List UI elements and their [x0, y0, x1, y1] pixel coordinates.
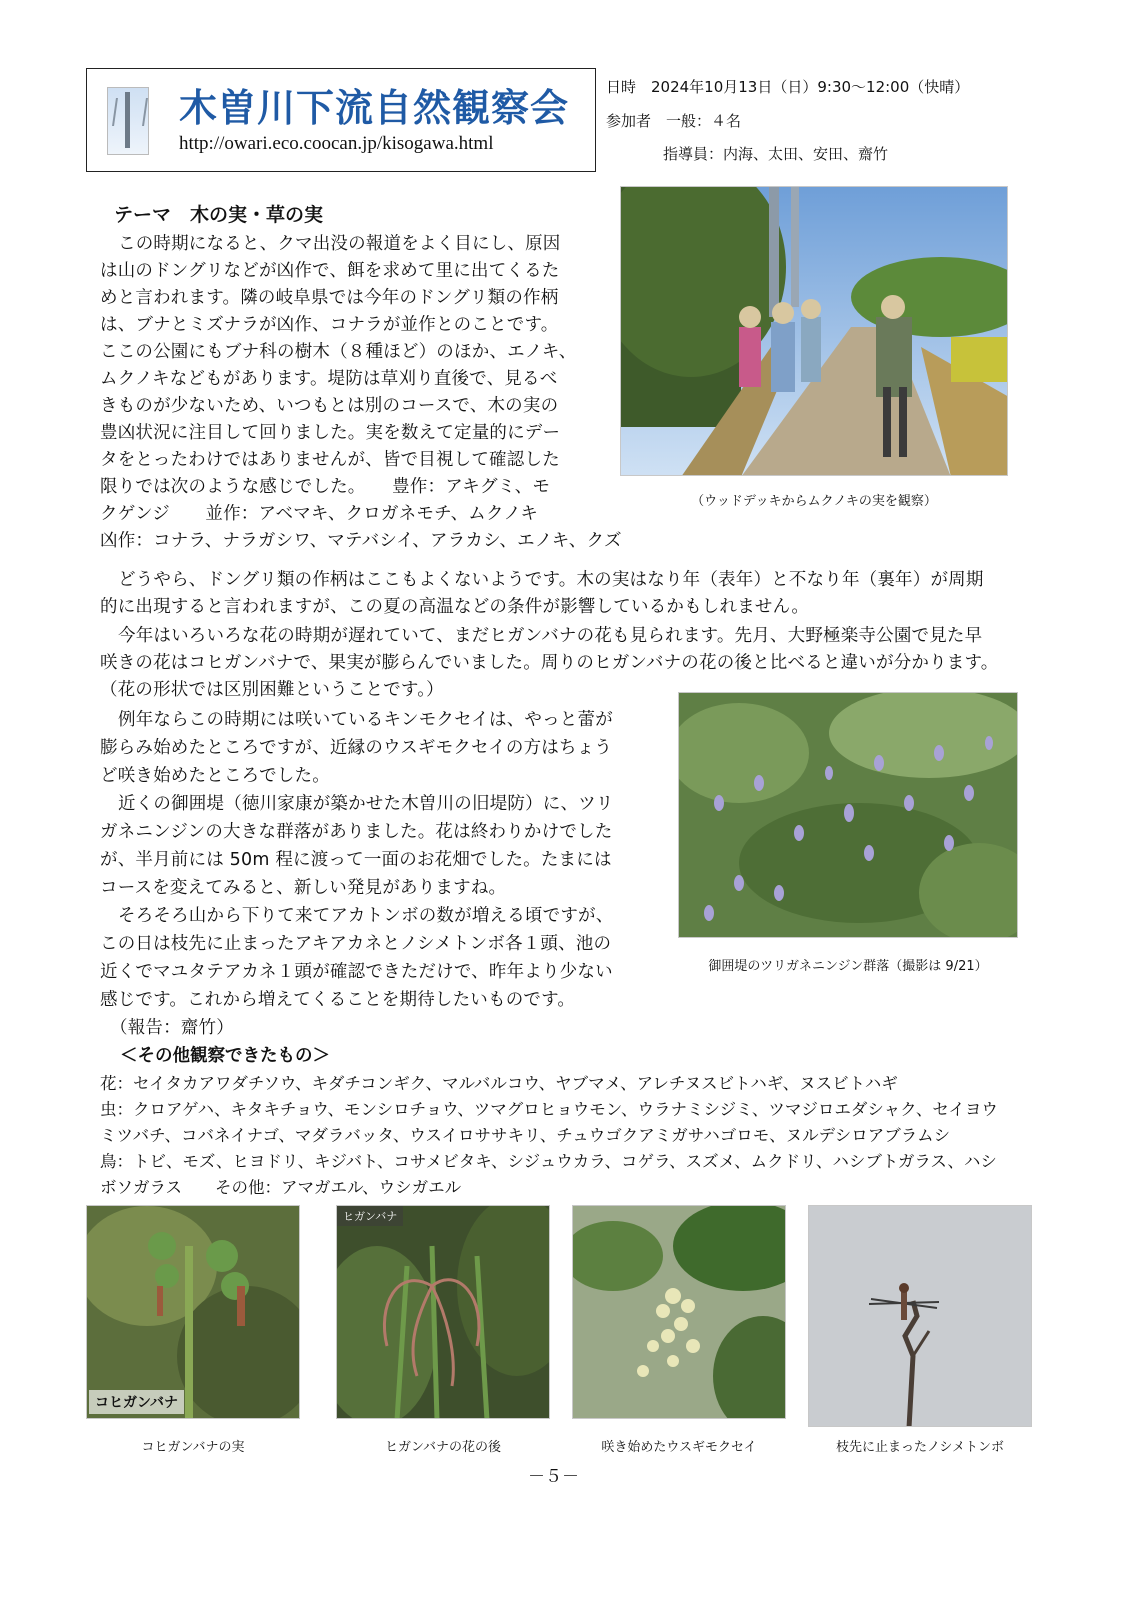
deck-photo — [620, 186, 1008, 476]
text-line: 豊凶状況に注目して回りました。実を数えて定量的にデー — [100, 423, 561, 443]
text-line: ここの公園にもブナ科の樹木（８種ほど）のほか、エノキ、 — [100, 342, 577, 362]
text-line: 限りでは次のような感じでした。 豊作：アキグミ、モ — [100, 477, 551, 497]
report-credit: （報告：齋竹） — [110, 1018, 234, 1038]
text-line: ムクノキなどもがあります。堤防は草刈り直後で、見るべ — [100, 369, 558, 389]
text-line: 凶作：コナラ、ナラガシワ、マテバシイ、アラカシ、エノキ、クズ — [100, 531, 622, 551]
text-line: クゲンジ 並作：アベマキ、クロガネモチ、ムクノキ — [100, 504, 539, 524]
text-line: タをとったわけではありませんが、皆で目視して確認した — [100, 450, 560, 470]
bridge-logo-image — [107, 87, 149, 155]
others-heading: ＜その他観察できたもの＞ — [120, 1046, 330, 1066]
text-line: 咲きの花はコヒガンバナで、果実が膨らんでいました。周りのヒガンバナの花の後と比べると違いが分かります。 — [100, 653, 999, 673]
text-line: 感じです。これから増えてくることを期待したいものです。 — [100, 990, 576, 1010]
text-line: 近くでマユタテアカネ１頭が確認できただけで、昨年より少ない — [100, 962, 613, 982]
club-url: http://owari.eco.coocan.jp/kisogawa.html — [179, 133, 494, 154]
paragraph-3 — [100, 622, 999, 703]
club-title: 木曽川下流自然観察会 — [179, 86, 570, 130]
higanbana-label: ヒガンバナ — [337, 1206, 403, 1226]
paragraph-4 — [100, 706, 613, 790]
text-line: が、半月前には 50m 程に渡って一面のお花畑でした。たまには — [100, 850, 612, 870]
text-line: ガネニンジンの大きな群落がありました。花は終わりかけでした — [100, 822, 613, 842]
guides-line: 指導員：内海、太田、安田、齋竹 — [663, 145, 889, 163]
text-line: そろそろ山から下りて来てアカトンボの数が増える頃ですが、 — [118, 906, 614, 926]
participants-line: 参加者 一般：４名 — [606, 112, 742, 130]
text-line: は山のドングリなどが凶作で、餌を求めて里に出てくるた — [100, 261, 560, 281]
list-item: 花：セイタカアワダチソウ、キダチコンギク、マルバルコウ、ヤブマメ、アレチヌスビトハギ、ヌスビトハギ — [100, 1074, 898, 1093]
text-line: 的に出現すると言われますが、この夏の高温などの条件が影響しているかもしれません。 — [100, 597, 810, 617]
usugimokusei-caption: 咲き始めたウスギモクセイ — [601, 1440, 757, 1455]
text-line: 例年ならこの時期には咲いているキンモクセイは、やっと蕾が — [118, 710, 613, 730]
list-item: ボソガラス その他：アマガエル、ウシガエル — [100, 1178, 462, 1197]
theme-heading: テーマ 木の実・草の実 — [114, 204, 324, 226]
text-line: （花の形状では区別困難ということです。） — [100, 680, 444, 700]
others-list — [100, 1070, 998, 1200]
higanbana-photo — [336, 1205, 550, 1419]
usugimokusei-photo — [572, 1205, 786, 1419]
text-line: めと言われます。隣の岐阜県では今年のドングリ類の作柄 — [100, 288, 559, 308]
page-number: －５－ — [528, 1467, 579, 1486]
paragraph-6 — [100, 902, 613, 1014]
paragraph-5 — [100, 790, 614, 902]
text-line: どうやら、ドングリ類の作柄はここもよくないようです。木の実はなり年（表年）と不なり年（裏年）が周期 — [118, 570, 984, 590]
text-line: 近くの御囲堤（徳川家康が築かせた木曽川の旧堤防）に、ツリ — [118, 794, 614, 814]
text-line: この時期になると、クマ出没の報道をよく目にし、原因 — [118, 234, 561, 254]
kohiganbana-caption: コヒガンバナの実 — [141, 1440, 245, 1455]
list-item: 鳥：トビ、モズ、ヒヨドリ、キジバト、コサメビタキ、シジュウカラ、コゲラ、スズメ、ムクドリ、ハシブトガラス、ハシ — [100, 1152, 997, 1171]
date-line: 日時 2024年10月13日（日）9:30〜12:00（快晴） — [606, 78, 970, 96]
tsuriganeninjin-caption: 御囲堤のツリガネニンジン群落（撮影は 9/21） — [708, 959, 988, 974]
tsuriganeninjin-photo — [678, 692, 1018, 938]
text-line: 今年はいろいろな花の時期が遅れていて、まだヒガンバナの花も見られます。先月、大野極楽寺公園で見た早 — [118, 626, 983, 646]
kohiganbana-label: コヒガンバナ — [89, 1390, 184, 1414]
paragraph-2 — [100, 566, 984, 620]
text-line: コースを変えてみると、新しい発見がありますね。 — [100, 878, 507, 898]
list-item: ミツバチ、コバネイナゴ、マダラバッタ、ウスイロササキリ、チュウゴクアミガサハゴロモ、ヌルデシロアブラムシ — [100, 1126, 951, 1145]
higanbana-caption: ヒガンバナの花の後 — [384, 1440, 502, 1455]
noshimetonbo-photo — [808, 1205, 1032, 1427]
text-line: 膨らみ始めたところですが、近縁のウスギモクセイの方はちょう — [100, 738, 613, 758]
kohiganbana-photo — [86, 1205, 300, 1419]
deck-photo-caption: （ウッドデッキからムクノキの実を観察） — [691, 494, 937, 509]
noshimetonbo-caption: 枝先に止まったノシメトンボ — [835, 1440, 1005, 1455]
text-line: きものが少ないため、いつもとは別のコースで、木の実の — [100, 396, 559, 416]
header-box — [86, 68, 596, 172]
text-line: この日は枝先に止まったアキアカネとノシメトンボ各１頭、池の — [100, 934, 612, 954]
paragraph-1 — [100, 230, 622, 554]
text-line: ど咲き始めたところでした。 — [100, 766, 330, 786]
list-item: 虫：クロアゲハ、キタキチョウ、モンシロチョウ、ツマグロヒョウモン、ウラナミシジミ、ツマジロエダシャク、セイヨウ — [100, 1100, 998, 1119]
text-line: は、ブナとミズナラが凶作、コナラが並作とのことです。 — [100, 315, 559, 335]
